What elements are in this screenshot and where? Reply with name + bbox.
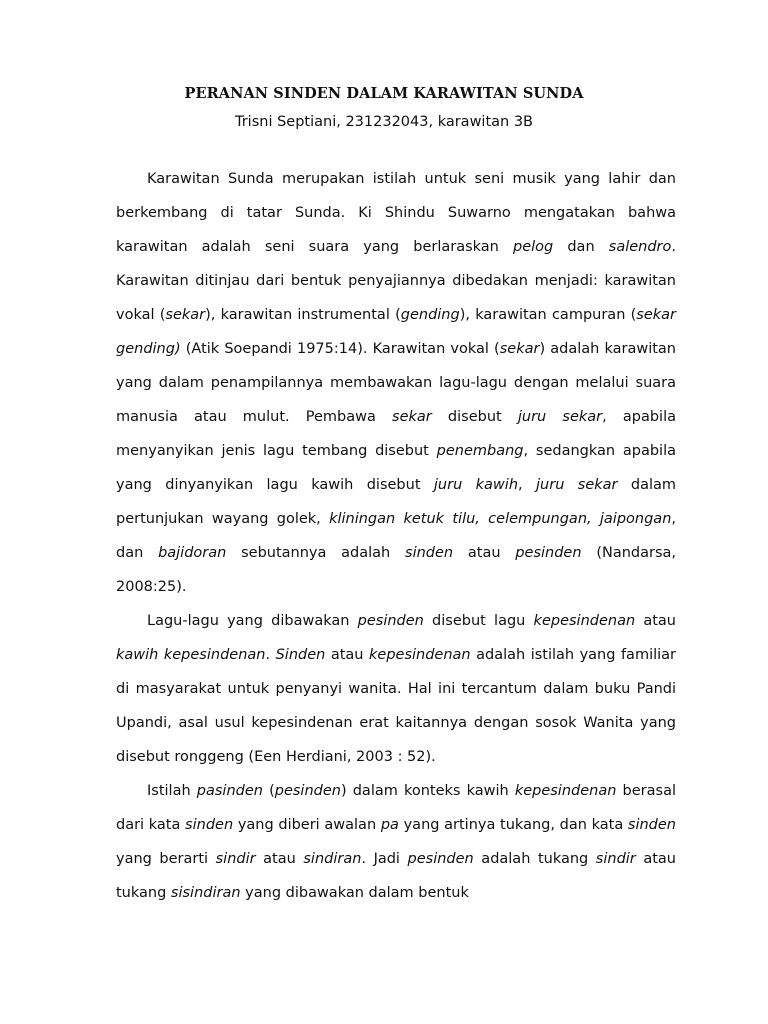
text-run: ), karawitan campuran ( — [459, 307, 637, 323]
italic-term: sekar — [499, 341, 540, 357]
text-run: ), karawitan instrumental ( — [205, 307, 401, 323]
text-run: yang dibawakan dalam bentuk — [240, 885, 469, 901]
text-run: yang berarti — [116, 851, 216, 867]
italic-term: kepesindenan — [514, 783, 617, 799]
document-body — [116, 162, 676, 910]
italic-term: sindiran — [303, 851, 362, 867]
italic-term: sindir — [595, 851, 636, 867]
text-run: disebut — [431, 409, 518, 425]
text-run: atau tukang — [116, 851, 676, 901]
text-run: (Nandarsa, 2008:25). — [116, 545, 677, 595]
paragraph — [116, 162, 676, 604]
italic-term: salendro — [608, 239, 672, 255]
italic-term: juru kawih — [433, 477, 519, 493]
text-run: , dan — [116, 511, 676, 561]
italic-term: juru sekar — [517, 409, 603, 425]
italic-term: pesinden — [515, 545, 582, 561]
text-run: , sedangkan apabila yang dinyanyikan lagu kawih disebut — [116, 443, 676, 493]
text-run: atau — [453, 545, 516, 561]
italic-term: sinden — [185, 817, 234, 833]
italic-term: sekar gending) — [116, 307, 677, 357]
italic-term: pa — [380, 817, 399, 833]
paragraph — [116, 774, 676, 910]
italic-term: juru sekar — [536, 477, 618, 493]
text-run: Lagu-lagu yang dibawakan — [147, 613, 358, 629]
italic-term: sinden — [405, 545, 454, 561]
text-run: yang diberi awalan — [233, 817, 381, 833]
italic-term: kepesindenan — [533, 613, 636, 629]
text-run: , apabila menyanyikan jenis lagu tembang disebut — [116, 409, 677, 459]
italic-term: pesinden — [407, 851, 474, 867]
text-run: Karawitan Sunda merupakan istilah untuk seni musik yang lahir dan berkembang di tatar Sunda. Ki Shindu Suwarno mengatakan bahwa karawitan adalah seni suara yang berlaraskan — [116, 171, 676, 255]
italic-term: gending — [400, 307, 460, 323]
italic-term: pesinden — [274, 783, 341, 799]
text-run: ) adalah karawitan yang dalam penampilannya membawakan lagu-lagu dengan melalui suara manusia atau mulut. Pembawa — [116, 341, 676, 425]
text-run: sebutannya adalah — [226, 545, 406, 561]
italic-term: kliningan ketuk tilu, celempungan, jaipongan — [329, 511, 672, 527]
italic-term: sekar — [392, 409, 432, 425]
document-title: PERANAN SINDEN DALAM KARAWITAN SUNDA — [184, 85, 584, 102]
text-run: ) dalam konteks kawih — [340, 783, 515, 799]
text-run: dalam pertunjukan wayang golek, — [116, 477, 677, 527]
text-run: dan — [553, 239, 609, 255]
text-run: , — [518, 477, 537, 493]
text-run: . — [265, 647, 276, 663]
text-run: disebut lagu — [423, 613, 534, 629]
text-run: atau — [255, 851, 304, 867]
italic-term: penembang — [436, 443, 524, 459]
italic-term: bajidoran — [158, 545, 227, 561]
author-line: Trisni Septiani, 231232043, karawitan 3B — [234, 114, 533, 130]
text-run: . Karawitan ditinjau dari bentuk penyajiannya dibedakan menjadi: karawitan vokal ( — [116, 239, 676, 323]
text-run: . Jadi — [361, 851, 408, 867]
italic-term: Sinden — [275, 647, 326, 663]
text-run: Istilah — [147, 783, 197, 799]
text-run: ( — [262, 783, 275, 799]
paragraph — [116, 604, 676, 774]
text-run: atau — [325, 647, 369, 663]
text-run: adalah tukang — [473, 851, 596, 867]
italic-term: pasinden — [196, 783, 263, 799]
italic-term: sindir — [215, 851, 256, 867]
text-run: (Atik Soepandi 1975:14). Karawitan vokal ( — [180, 341, 500, 357]
italic-term: kepesindenan — [369, 647, 471, 663]
text-run: yang artinya tukang, dan kata — [398, 817, 628, 833]
italic-term: sinden — [627, 817, 676, 833]
italic-term: pelog — [513, 239, 554, 255]
italic-term: kawih kepesindenan — [116, 647, 266, 663]
text-run: berasal dari kata — [116, 783, 676, 833]
italic-term: sekar — [165, 307, 206, 323]
italic-term: pesinden — [357, 613, 424, 629]
text-run: atau — [635, 613, 676, 629]
italic-term: sisindiran — [170, 885, 241, 901]
text-run: adalah istilah yang familiar di masyarakat untuk penyanyi wanita. Hal ini tercantum dalam buku Pandi Upandi, asal usul kepesindenan erat kaitannya dengan sosok Wanita yang disebut ronggeng (Een Herdiani, 2003 : 52). — [116, 647, 677, 765]
